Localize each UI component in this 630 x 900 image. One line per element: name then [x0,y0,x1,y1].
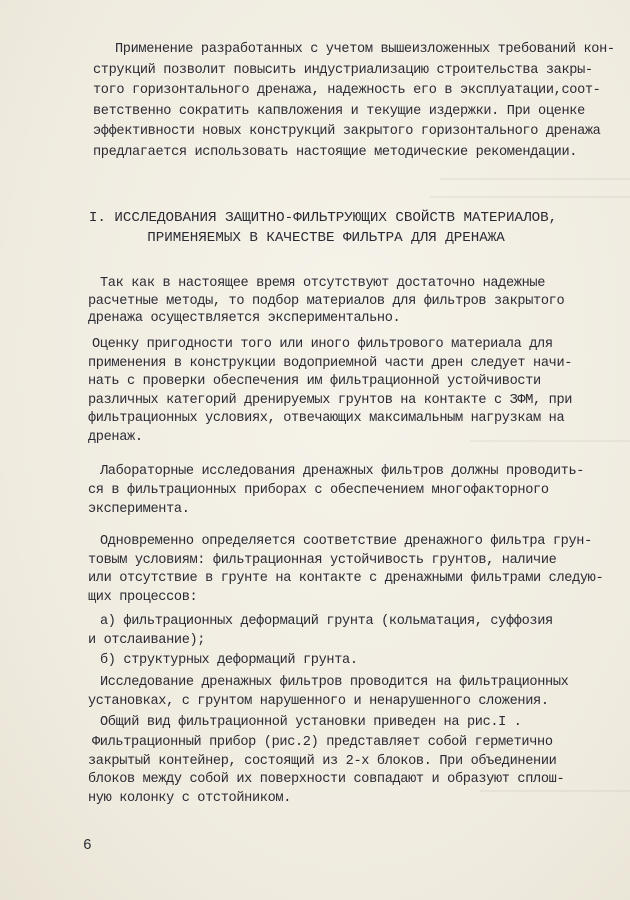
text-line: фильтрационных условиях, отвечающих максимальным нагрузкам на [88,411,565,427]
paragraph [88,336,572,448]
text-line: б) структурных деформаций грунта. [100,653,358,668]
text-line: применения в конструкции водоприемной части дрен следует начи- [88,355,573,371]
text-line: блоков между собой их поверхности совпадают и образуют сплош- [88,772,565,788]
text-line: Фильтрационный прибор (рис.2) представляет собой герметично [92,735,553,750]
paragraph [88,734,564,808]
text-line: нать с проверки обеспечения им фильтрационной устойчивости [88,374,541,390]
section-heading [0,208,630,248]
text-line: установках, с грунтом нарушенного и ненарушенного сложения. [88,694,549,709]
text-line: ную колонку с отстойником. [88,790,291,806]
intro-paragraph [93,40,615,163]
section-heading-line: ПРИМЕНЯЕМЫХ В КАЧЕСТВЕ ФИЛЬТРА ДЛЯ ДРЕНАЖА [147,230,505,246]
text-line: предлагается использовать настоящие методические рекомендации. [93,144,578,160]
paragraph [88,714,522,732]
text-line: щих процессов: [88,589,198,605]
page-number: 6 [83,838,92,854]
paragraph [88,673,568,711]
text-line: Оценку пригодности того или иного фильтрового материала для [92,337,553,352]
text-line: товым условиям: фильтрационная устойчивость грунтов, наличие [88,552,557,568]
text-line: эксперимента. [88,502,190,517]
text-line: струкций позволит повысить индустриализацию строительства закры- [93,62,593,78]
text-line: ветственно сократить капвложения и текущие издержки. При оценке [93,103,585,119]
text-line: различных категорий дренируемых грунтов на контакте с ЗФМ, при [88,392,573,408]
text-line: Применение разработанных с учетом вышеизложенных требований кон- [115,42,615,57]
paragraph [88,275,564,328]
text-line: Исследование дренажных фильтров проводится на фильтрационных [100,675,569,690]
text-line: дренаж. [88,429,143,445]
paragraph [88,462,584,519]
bleed-through-mark [440,178,630,180]
text-line: дренажа осуществляется экспериментально. [88,311,401,326]
section-heading-line: I. ИССЛЕДОВАНИЯ ЗАЩИТНО-ФИЛЬТРУЮЩИХ СВОЙСТВ МАТЕРИАЛОВ, [88,210,558,226]
text-line: и отслаивание); [88,633,206,648]
text-line: а) фильтрационных деформаций грунта (кольматация, суффозия [100,614,553,629]
list-item [88,652,358,670]
text-line: Лабораторные исследования дренажных фильтров должны проводить- [100,464,585,479]
list-item [88,612,553,650]
text-line: Одновременно определяется соответствие дренажного фильтра грун- [100,534,592,549]
text-line: расчетные методы, то подбор материалов для фильтров закрытого [88,293,565,309]
text-line: закрытый контейнер, состоящий из 2-х блоков. При объединении [88,753,557,769]
text-line: или отсутствие в грунте на контакте с дренажными фильтрами следую- [88,571,604,586]
text-line: ся в фильтрационных приборах с обеспечением многофакторного [88,483,549,498]
text-line: Так как в настоящее время отсутствуют достаточно надежные [100,276,546,291]
paragraph [88,533,603,607]
text-line: того горизонтального дренажа, надежность его в эксплуатации,соот- [93,83,601,98]
text-line: Общий вид фильтрационной установки приведен на рис.I . [100,715,522,730]
bleed-through-mark [430,196,630,198]
text-line: эффективности новых конструкций закрытого горизонтального дренажа [93,124,601,139]
